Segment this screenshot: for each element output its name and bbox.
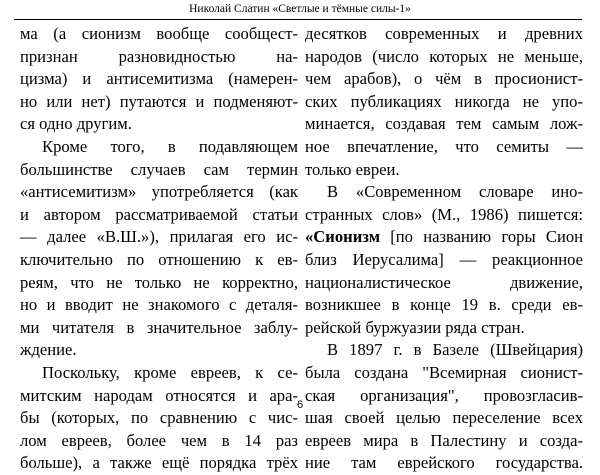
text-line: Поскольку, кроме евреев, к се- (42, 362, 298, 382)
text-line: «антисемитизм» употребляется (как (20, 182, 298, 202)
text-line: ских публикациях никогда не упо- (305, 91, 583, 111)
text-line: националистическое движение, (305, 272, 583, 292)
text-line: чем арабов), о чём в просионист- (305, 69, 583, 89)
text-line: ное впечатление, что семиты — (305, 136, 583, 156)
text-line: В «Современном словаре ино- (327, 182, 583, 202)
text-line: ская организация", провозгласив- (305, 385, 583, 405)
text-line: реям, что не только не корректно, (20, 272, 298, 292)
text-line: митским народам относятся и ара- (20, 385, 298, 405)
term-rest: [по названию горы Сион (380, 227, 583, 247)
text-line: Кроме того, в подавляющем (42, 136, 298, 156)
text-line: была создана "Всемирная сионист- (305, 362, 583, 382)
text-line: — далее «В.Ш.»), прилагая его ис- (20, 227, 298, 247)
text-line: признан разновидностью на- (20, 46, 298, 66)
text-line: лом евреев, более чем в 14 раз (20, 430, 298, 450)
term-bold: «Сионизм (305, 227, 380, 247)
text-line: но и вводит не знакомого с деталя- (20, 295, 298, 315)
text-line: минается, создавая тем самым лож- (305, 114, 583, 134)
text-line: близ Иерусалима] — реакционное (305, 249, 583, 269)
text-line: большинстве случаев сам термин (20, 159, 298, 179)
text-line: ключительно по отношению к ев- (20, 249, 298, 269)
text-line: бы (которых, по сравнению с чис- (20, 408, 298, 428)
text-line: но или нет) путаются и подменяют- (20, 91, 298, 111)
text-line: рейской буржуазии ряда стран. (305, 317, 525, 337)
text-line: ся одно другим. (20, 114, 132, 134)
text-line (305, 226, 583, 249)
header-rule (14, 19, 582, 20)
text-line: и автором рассматриваемой статьи (20, 204, 298, 224)
text-line: возникшее в конце 19 в. среди ев- (305, 295, 583, 315)
text-line: ма (а сионизм вообще сообщест- (20, 24, 298, 43)
running-header: Николай Слатин «Светлые и тёмные силы-1» (189, 3, 411, 15)
text-line: странных слов» (М., 1986) пишется: (305, 204, 583, 224)
text-line: В 1897 г. в Базеле (Швейцария) (327, 340, 583, 360)
text-line: шая своей целью переселение всех (305, 408, 583, 428)
text-line: десятков современных и древних (305, 24, 583, 43)
text-line: народов (число которых не меньше, (305, 46, 583, 66)
text-line: ми читателя в значительное заблу- (20, 317, 298, 337)
text-line: больше), а также ещё порядка трёх (20, 453, 298, 473)
page-number: 6 (296, 399, 304, 411)
text-line: ние там еврейского государства. (305, 453, 583, 473)
text-line: только евреи. (305, 159, 400, 179)
text-line: цизма) и антисемитизма (намерен- (20, 69, 298, 89)
text-line: евреев мира в Палестину и созда- (305, 430, 583, 450)
text-line: ждение. (20, 340, 77, 360)
